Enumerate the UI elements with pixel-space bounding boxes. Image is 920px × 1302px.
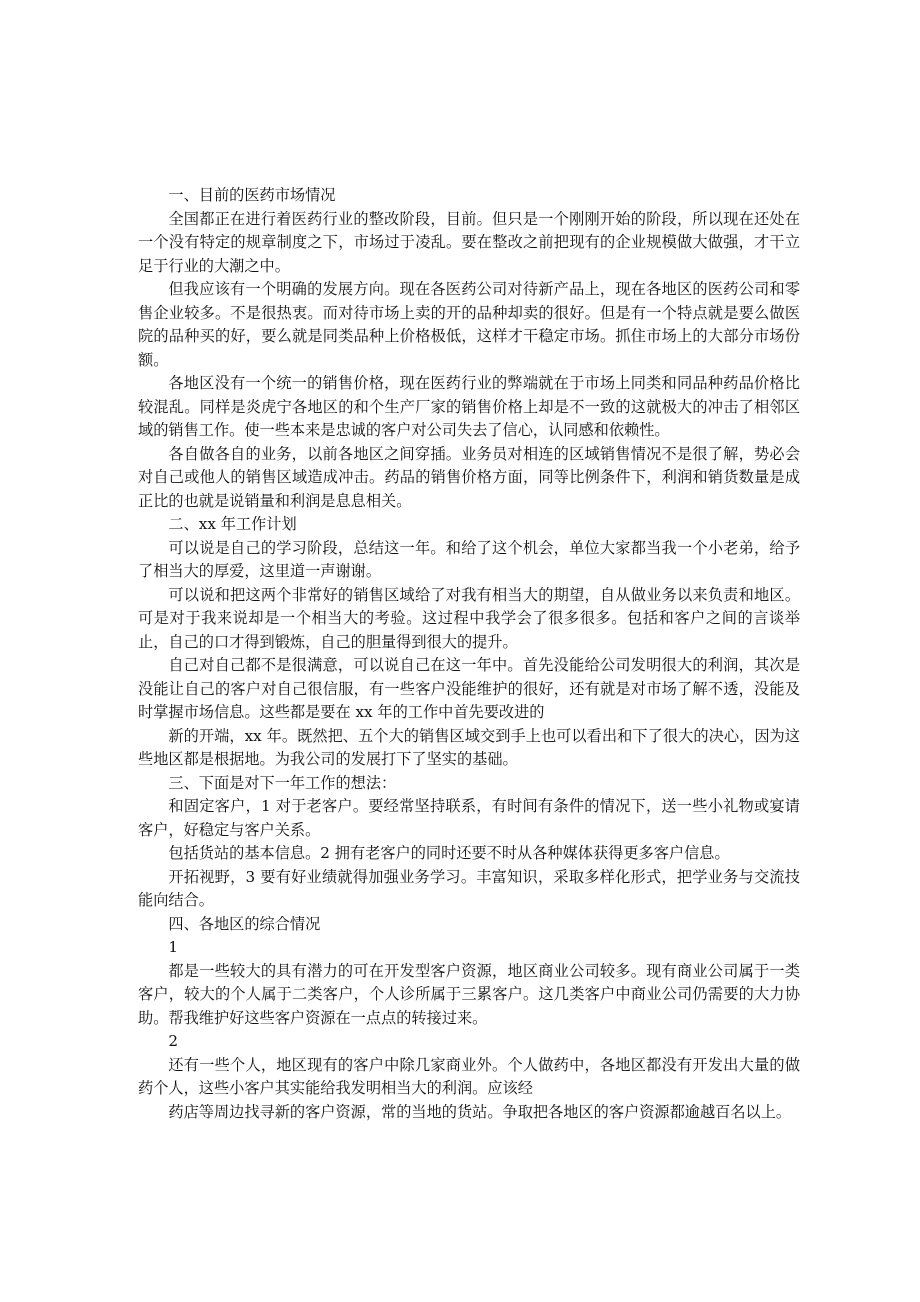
section-heading-1: 一、目前的医药市场情况 <box>168 186 336 204</box>
paragraph: 各地区没有一个统一的销售价格，现在医药行业的弊端就在于市场上同类和同品种药品价格比较混乱。同样是炎虎宁各地区的和个生产厂家的销售价格上却是不一致的这就极大的冲击了相邻区域的销售工作。使一些本来是忠诚的客户对公司失去了信心，认同感和依赖性。 <box>138 374 800 439</box>
paragraph: 药店等周边找寻新的客户资源，常的当地的货站。争取把各地区的客户资源都逾越百名以上。 <box>168 1102 792 1121</box>
section-heading-2: 二、xx 年工作计划 <box>168 515 297 533</box>
paragraph: 全国都正在进行着医药行业的整改阶段，目前。但只是一个刚刚开始的阶段，所以现在还处在一个没有特定的规章制度之下，市场过于凌乱。要在整改之前把现有的企业规模做大做强，才干立足于行业的大潮之中。 <box>138 209 800 275</box>
item-number-2: 2 <box>168 1032 179 1050</box>
paragraph: 包括货站的基本信息。2 拥有老客户的同时还要不时从各种媒体获得更多客户信息。 <box>168 844 730 862</box>
paragraph: 新的开端，xx 年。既然把、五个大的销售区域交到手上也可以看出和下了很大的决心，因为这些地区都是根据地。为我公司的发展打下了坚实的基础。 <box>138 726 800 768</box>
section-heading-3: 三、下面是对下一年工作的想法： <box>168 773 397 792</box>
paragraph: 都是一些较大的具有潜力的可在开发型客户资源，地区商业公司较多。现有商业公司属于一类客户，较大的个人属于二类客户，个人诊所属于三累客户。这几类客户中商业公司仍需要的大力协助。帮我维护好这些客户资源在一点点的转接过来。 <box>138 961 800 1027</box>
paragraph: 可以说和把这两个非常好的销售区域给了对我有相当大的期望，自从做业务以来负责和地区。可是对于我来说却是一个相当大的考验。这过程中我学会了很多很多。包括和客户之间的言谈举止，自己的口才得到锻炼，自己的胆量得到很大的提升。 <box>138 585 800 651</box>
paragraph: 自己对自己都不是很满意，可以说自己在这一年中。首先没能给公司发明很大的利润，其次是没能让自己的客户对自己很信服，有一些客户没能维护的很好，还有就是对市场了解不透，没能及时掌握市场信息。这些都是要在 xx 年的工作中首先要改进的 <box>138 656 800 721</box>
paragraph: 但我应该有一个明确的发展方向。现在各医药公司对待新产品上，现在各地区的医药公司和零售企业较多。不是很热衷。而对待市场上卖的开的品种却卖的很好。但是有一个特点就是要么做医院的品种买的好，要么就是同类品种上价格极低，这样才干稳定市场。抓住市场上的大部分市场份额。 <box>138 280 800 369</box>
section-heading-4: 四、各地区的综合情况 <box>168 914 321 933</box>
document-body <box>138 184 800 1124</box>
paragraph: 开拓视野，3 要有好业绩就得加强业务学习。丰富知识，采取多样化形式，把学业务与交流技能向结合。 <box>138 867 800 909</box>
item-number-1: 1 <box>168 938 179 956</box>
paragraph: 还有一些个人，地区现有的客户中除几家商业外。个人做药中，各地区都没有开发出大量的做药个人，这些小客户其实能给我发明相当大的利润。应该经 <box>138 1055 800 1097</box>
paragraph: 和固定客户，1 对于老客户。要经常坚持联系，有时间有条件的情况下，送一些小礼物或宴请客户，好稳定与客户关系。 <box>138 797 800 839</box>
paragraph: 可以说是自己的学习阶段，总结这一年。和给了这个机会，单位大家都当我一个小老弟，给予了相当大的厚爱，这里道一声谢谢。 <box>138 538 800 580</box>
paragraph: 各自做各自的业务，以前各地区之间穿插。业务员对相连的区域销售情况不是很了解，势必会对自己或他人的销售区域造成冲击。药品的销售价格方面，同等比例条件下，利润和销货数量是成正比的也就是说销量和利润是息息相关。 <box>138 444 800 510</box>
